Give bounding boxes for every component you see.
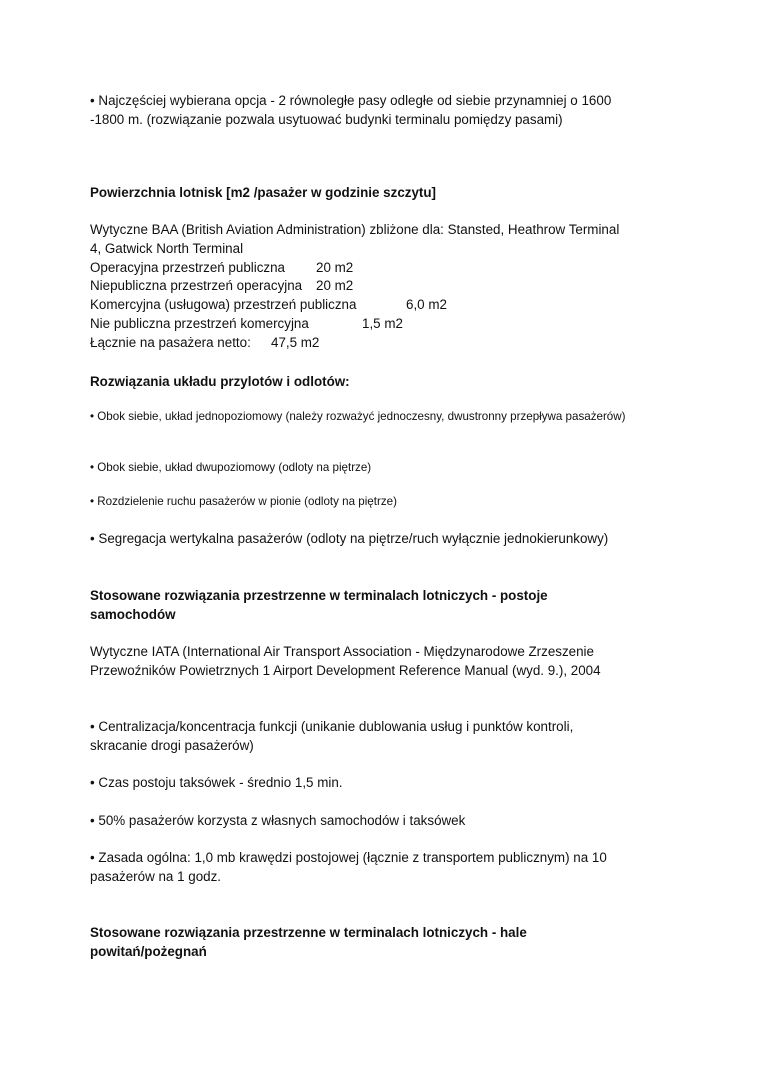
area-row-total [90,334,390,353]
area-heading: Powierzchnia lotnisk [m2 /pasażer w godzinie szczytu] [90,185,437,200]
area-row-commercial-public [90,296,470,315]
area-row-value: 6,0 m2 [406,297,447,312]
area-row-value: 1,5 m2 [362,316,403,331]
layout-bullet: • Segregacja wertykalna pasażerów (odloty na piętrze/ruch wyłącznie jednokierunkowy) [90,531,609,546]
area-row-nonpublic-commercial [90,315,420,334]
area-row-value: 47,5 m2 [271,335,320,350]
area-row-label: Nie publiczna przestrzeń komercyjna [90,316,309,331]
area-row-label: Niepubliczna przestrzeń operacyjna [90,278,303,293]
parking-bullet: • Centralizacja/koncentracja funkcji (unikanie dublowania usług i punktów kontroli, skracanie drogi pasażerów) [90,719,574,753]
layout-bullet: • Obok siebie, układ jednopoziomowy (należy rozważyć jednoczesny, dwustronny przepływa pasażerów) [90,410,626,423]
parking-bullet: • 50% pasażerów korzysta z własnych samochodów i taksówek [90,813,466,828]
parking-intro: Wytyczne IATA (International Air Transport Association - Międzynarodowe Zrzeszenie Przewoźników Powietrznych 1 Airport Development Reference Manual (wyd. 9.), 2004 [90,644,601,678]
intro-bullet: • Najczęściej wybierana opcja - 2 równoległe pasy odległe od siebie przynamniej o 1600 -1800 m. (rozwiązanie pozwala usytuować budynki terminalu pomiędzy pasami) [90,93,612,127]
layout-heading: Rozwiązania układu przylotów i odlotów: [90,374,350,389]
area-row-label: Operacyjna przestrzeń publiczna [90,260,286,275]
area-row-operational-public [90,259,390,278]
layout-bullet: • Obok siebie, układ dwupoziomowy (odloty na piętrze) [90,461,372,474]
parking-bullet: • Zasada ogólna: 1,0 mb krawędzi postojowej (łącznie z transportem publicznym) na 10 pasażerów na 1 godz. [90,850,607,884]
layout-bullet: • Rozdzielenie ruchu pasażerów w pionie (odloty na piętrze) [90,495,397,508]
area-row-nonpublic-operational [90,277,390,296]
parking-heading: Stosowane rozwiązania przestrzenne w terminalach lotniczych - postoje samochodów [90,588,548,622]
area-row-label: Komercyjna (usługowa) przestrzeń publiczna [90,297,357,312]
area-row-value: 20 m2 [316,278,354,293]
halls-heading: Stosowane rozwiązania przestrzenne w terminalach lotniczych - hale powitań/pożegnań [90,925,527,959]
area-row-value: 20 m2 [316,260,354,275]
parking-bullet: • Czas postoju taksówek - średnio 1,5 min. [90,775,343,790]
area-row-label: Łącznie na pasażera netto: [90,335,251,350]
area-intro: Wytyczne BAA (British Aviation Administration) zbliżone dla: Stansted, Heathrow Terminal 4, Gatwick North Terminal [90,222,620,256]
